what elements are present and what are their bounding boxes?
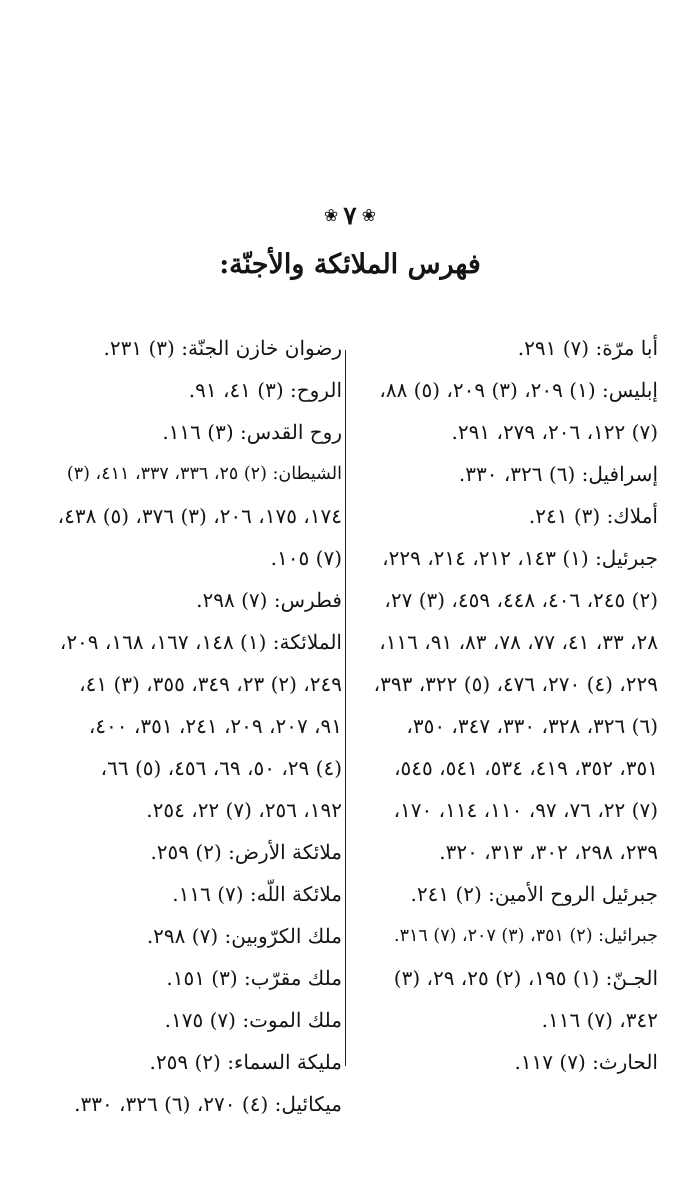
index-entry: مليكة السماء: (٢) ٢٥٩. [149,1050,342,1074]
index-entry: (٦) ٣٢٦، ٣٢٨، ٣٣٠، ٣٤٧، ٣٥٠، [406,714,658,738]
page-title: فهرس الملائكة والأجنّة: [219,249,481,280]
index-entry: جبرئيل: (١) ١٤٣، ٢١٢، ٢١٤، ٢٢٩، [382,546,658,570]
index-entry: إبليس: (١) ٢٠٩، (٣) ٢٠٩، (٥) ٨٨، [379,378,658,402]
ornament-left-icon: ❀ [324,206,339,226]
index-entry: الشيطان: (٢) ٢٥، ٣٣٦، ٣٣٧، ٤١١، (٣) [66,464,342,484]
index-entry: ملائكة اللّه: (٧) ١١٦. [172,882,342,906]
index-entry: روح القدس: (٣) ١١٦. [162,420,342,444]
index-entry: الجـنّ: (١) ١٩٥، (٢) ٢٥، ٢٩، (٣) [393,966,658,990]
index-entry: فطرس: (٧) ٢٩٨. [196,588,342,612]
index-entry: ١٧٤، ١٧٥، ٢٠٦، (٣) ٣٧٦، (٥) ٤٣٨، [57,504,342,528]
index-entry: الروح: (٣) ٤١، ٩١. [188,378,342,402]
index-entry: ٢٤٩، (٢) ٢٣، ٣٤٩، ٣٥٥، (٣) ٤١، [79,672,342,696]
index-entry: (٤) ٢٩، ٥٠، ٦٩، ٤٥٦، (٥) ٦٦، [100,756,342,780]
index-entry: إسرافيل: (٦) ٣٢٦، ٣٣٠. [458,462,658,486]
index-entry: جبرئيل الروح الأمين: (٢) ٢٤١. [410,882,658,906]
index-entry: ٣٥١، ٣٥٢، ٤١٩، ٥٣٤، ٥٤١، ٥٤٥، [394,756,658,780]
index-entry: ميكائيل: (٤) ٢٧٠، (٦) ٣٢٦، ٣٣٠. [74,1092,342,1116]
ornament-right-icon: ❀ [361,206,376,226]
index-entry: (٧) ١٠٥. [270,546,342,570]
index-entry: ٢٣٩، ٢٩٨، ٣٠٢، ٣١٣، ٣٢٠. [439,840,658,864]
index-entry: رضوان خازن الجنّة: (٣) ٢٣١. [103,336,342,360]
index-entry: الحارث: (٧) ١١٧. [514,1050,658,1074]
index-entry: (٧) ١٢٢، ٢٠٦، ٢٧٩، ٢٩١. [451,420,658,444]
index-entry: الملائكة: (١) ١٤٨، ١٦٧، ١٦٨، ٢٠٩، [59,630,342,654]
index-entry: ٢٢٩، (٤) ٢٧٠، ٤٧٦، (٥) ٣٢٢، ٣٩٣، [373,672,658,696]
index-entry: ٢٨، ٣٣، ٤١، ٧٧، ٧٨، ٨٣، ٩١، ١١٦، [379,630,658,654]
index-column-right [352,327,658,1083]
index-entry: ٩١، ٢٠٧، ٢٠٩، ٢٤١، ٣٥١، ٤٠٠، [88,714,342,738]
index-entry: ملك الكرّوبين: (٧) ٢٩٨. [146,924,342,948]
index-entry: جبرائيل: (٢) ٣٥١، (٣) ٢٠٧، (٧) ٣١٦. [394,926,658,946]
chapter-number: ٧ [343,201,357,230]
index-entry: (٢) ٢٤٥، ٤٠٦، ٤٤٨، ٤٥٩، (٣) ٢٧، [384,588,658,612]
index-entry: ملائكة الأرض: (٢) ٢٥٩. [150,840,342,864]
index-column-left [28,327,342,1125]
index-entry: ملك مقرّب: (٣) ١٥١. [166,966,342,990]
column-divider [345,350,346,1066]
index-entry: أبا مرّة: (٧) ٢٩١. [517,336,658,360]
index-entry: (٧) ٢٢، ٧٦، ٩٧، ١١٠، ١١٤، ١٧٠، [393,798,658,822]
index-entry: ملك الموت: (٧) ١٧٥. [164,1008,342,1032]
index-entry: ١٩٢، ٢٥٦، (٧) ٢٢، ٢٥٤. [146,798,342,822]
index-entry: أملاك: (٣) ٢٤١. [528,504,658,528]
chapter-heading [0,196,700,236]
index-entry: ٣٤٢، (٧) ١١٦. [541,1008,658,1032]
